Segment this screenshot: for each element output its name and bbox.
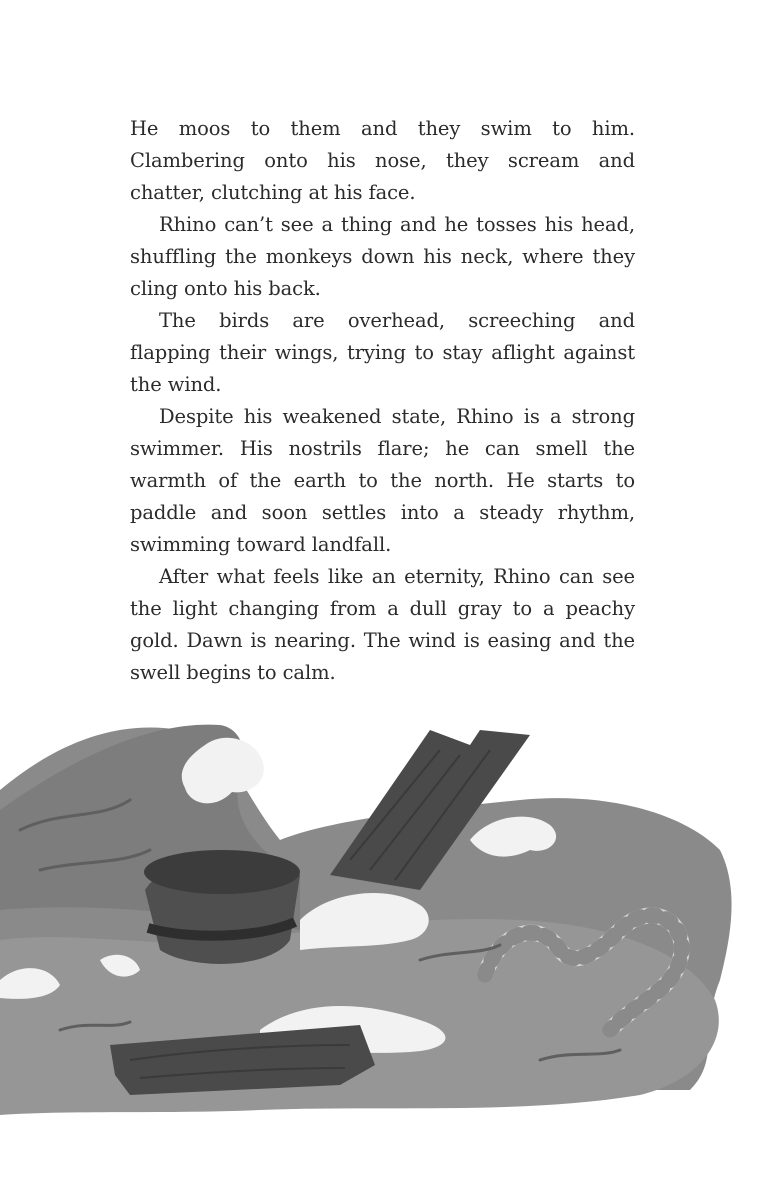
barrel-icon (144, 850, 300, 964)
paragraph-4: Despite his weakened state, Rhino is a strong swimmer. His nostrils flare; he can smell the warmth of the earth to the north. He starts to paddle and soon settles into a steady rhythm, swimming toward landfall. (130, 405, 635, 556)
story-text (130, 113, 635, 689)
stormy-sea-illustration (0, 700, 765, 1191)
paragraph-2: Rhino can’t see a thing and he tosses his head, shuffling the monkeys down his neck, where they cling onto his back. (130, 213, 635, 300)
paragraph-1: He moos to them and they swim to him. Clambering onto his nose, they scream and chatter, clutching at his face. (130, 117, 635, 204)
paragraph-5: After what feels like an eternity, Rhino can see the light changing from a dull gray to a peachy gold. Dawn is nearing. The wind is easing and the swell begins to calm. (130, 565, 635, 684)
paragraph-3: The birds are overhead, screeching and flapping their wings, trying to stay aflight against the wind. (130, 309, 635, 396)
